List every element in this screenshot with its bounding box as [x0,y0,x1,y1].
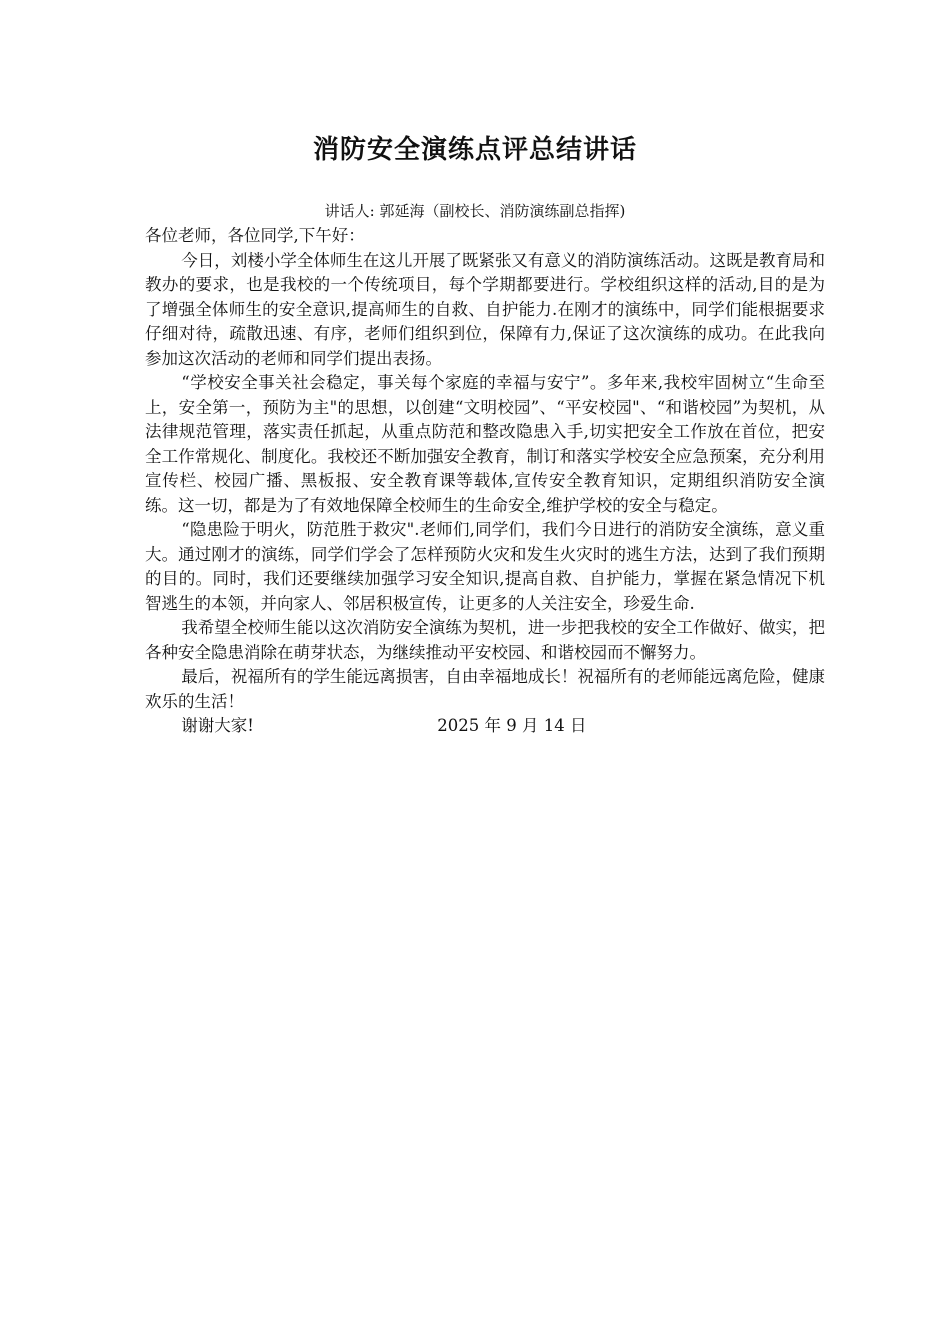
document-body [145,224,825,739]
paragraph-4: 我希望全校师生能以这次消防安全演练为契机，进一步把我校的安全工作做好、做实，把各种安全隐患消除在萌芽状态，为继续推动平安校园、和谐校园而不懈努力。 [145,618,825,662]
paragraph-3: “隐患险于明火，防范胜于救灾".老师们,同学们，我们今日进行的消防安全演练，意义重大。通过刚才的演练，同学们学会了怎样预防火灾和发生火灾时的逃生方法，达到了我们预期的目的。同时，我们还要继续加强学习安全知识,提高自救、自护能力，掌握在紧急情况下机智逃生的本领，并向家人、邻居积极宣传，让更多的人关注安全，珍爱生命. [145,520,825,613]
paragraph-5: 最后，祝福所有的学生能远离损害，自由幸福地成长！祝福所有的老师能远离危险，健康欢乐的生活！ [145,667,825,711]
paragraph-2: “学校安全事关社会稳定，事关每个家庭的幸福与安宁”。多年来,我校牢固树立“生命至上，安全第一，预防为主"的思想，以创建“文明校园”、“平安校园"、“和谐校园”为契机，从法律规范管理，落实责任抓起，从重点防范和整改隐患入手,切实把安全工作放在首位，把安全工作常规化、制度化。我校还不断加强安全教育，制订和落实学校安全应急预案，充分利用宣传栏、校园广播、黑板报、安全教育课等载体,宣传安全教育知识，定期组织消防安全演练。这一切，都是为了有效地保障全校师生的生命安全,维护学校的安全与稳定。 [145,373,825,515]
closing-line [145,714,825,739]
speaker-line: 讲话人: 郭延海（副校长、消防演练副总指挥) [324,202,626,220]
paragraph-1: 今日，刘楼小学全体师生在这儿开展了既紧张又有意义的消防演练活动。这既是教育局和教办的要求，也是我校的一个传统项目，每个学期都要进行。学校组织这样的活动,目的是为了增强全体师生的安全意识,提高师生的自救、自护能力.在刚才的演练中，同学们能根据要求仔细对待，疏散迅速、有序，老师们组织到位，保障有力,保证了这次演练的成功。在此我向参加这次活动的老师和同学们提出表扬。 [145,250,825,368]
date-text: 2025 年 9 月 14 日 [437,716,587,735]
thanks-text: 谢谢大家! [181,716,254,735]
document-title: 消防安全演练点评总结讲话 [312,135,637,165]
greeting: 各位老师，各位同学,下午好： [145,226,365,245]
